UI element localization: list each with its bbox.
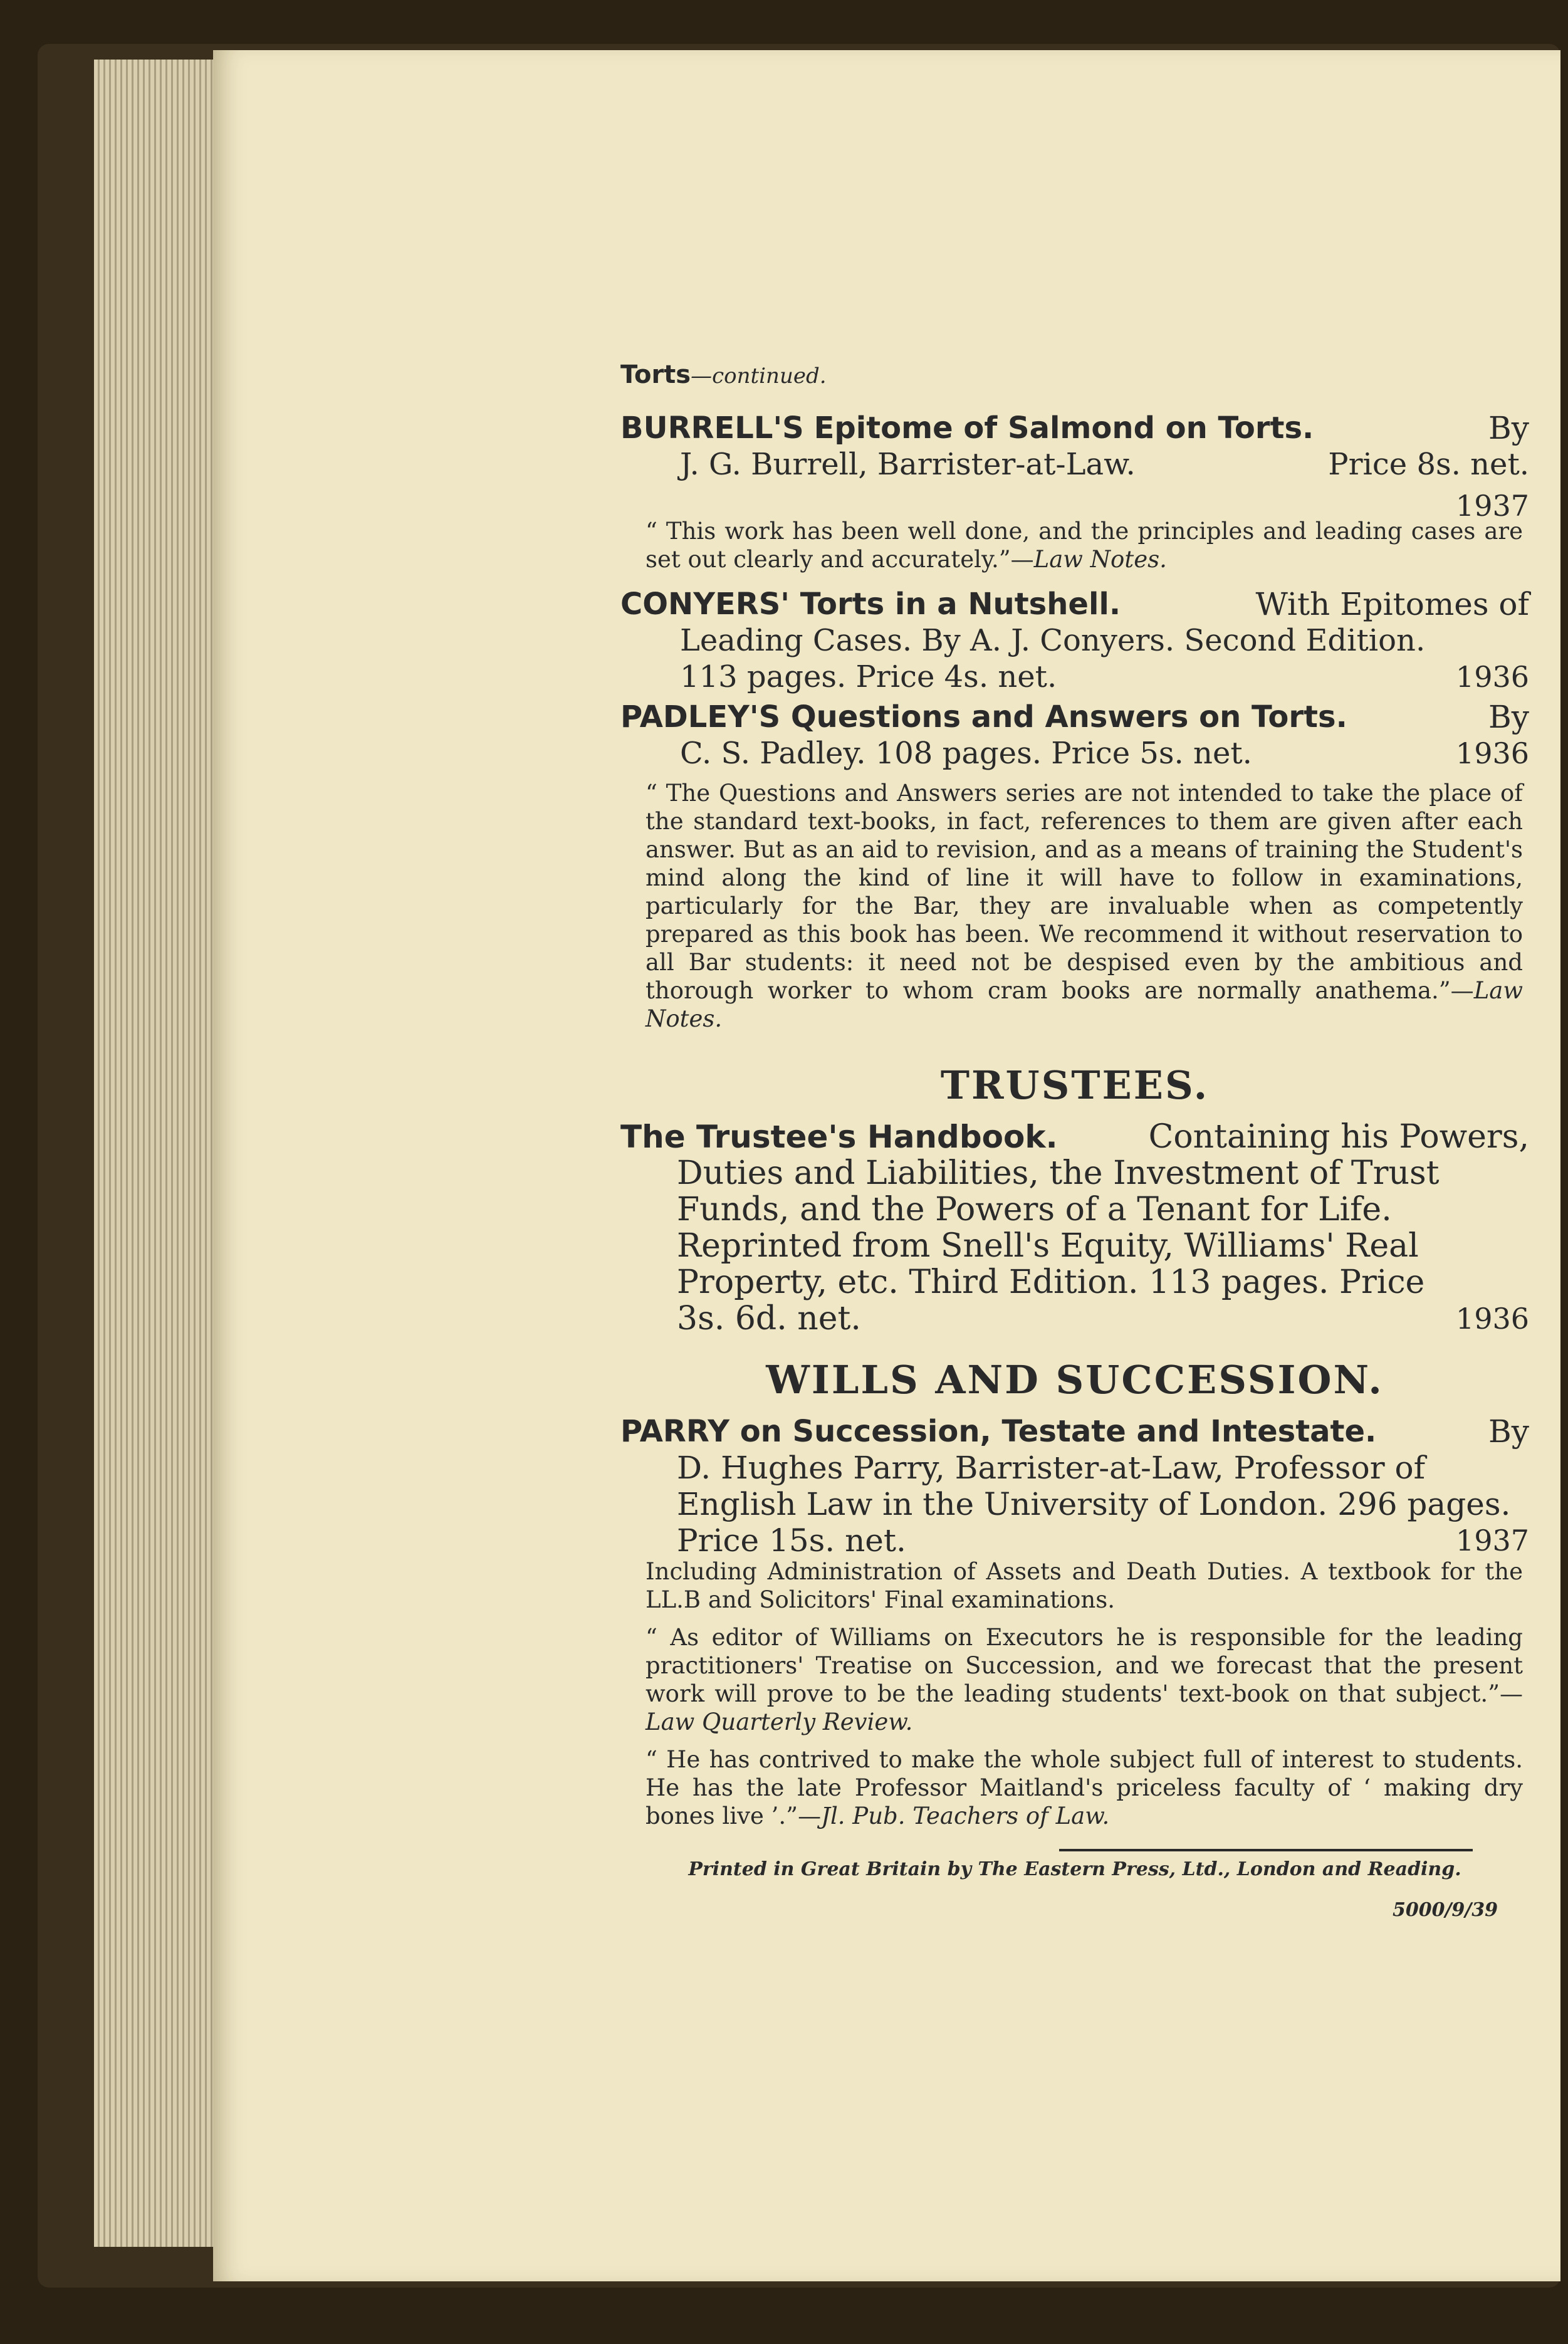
divider-rule [1059, 1849, 1473, 1851]
running-header: Torts—continued. [620, 360, 827, 389]
entry-burrell: BURRELL'S Epitome of Salmond on Torts. By J. G. Burrell, Barrister-at-Law. Price 8s. net. [620, 410, 1529, 482]
parry-review-jpt: “ He has contrived to make the whole subject full of interest to students. He has the late Professor Maitland's priceless faculty of ‘ making dry bones live ’.”—Jl. Pub. Teachers of Law. [645, 1746, 1523, 1829]
parry-note: Including Administration of Assets and Death Duties. A textbook for the LL.B and Solicitors' Final examinations. [645, 1558, 1523, 1613]
entry-parry-succession: PARRY on Succession, Testate and Intestate. By D. Hughes Parry, Barrister-at-Law, Professor of English Law in the University of London. 296 pages. Price 15s. net. 1937 [620, 1413, 1529, 1559]
print-code: 5000/9/39 [1392, 1899, 1498, 1921]
padley-review: “ The Questions and Answers series are not intended to take the place of the standard text-books, in fact, references to them are given after each answer. But as an aid to revision, and as a means of training the Student's mind along the kind of line it will have to follow in examinations, particularly for the Bar, they are invaluable when as competently prepared as this book has been. We recommend it without reservation to all Bar students: it need not be despised even by the ambitious and thorough worker to whom cram books are normally anathema.”—Law Notes. [645, 780, 1523, 1032]
entry-trustees-handbook: The Trustee's Handbook. Containing his Powers, Duties and Liabilities, the Investment of Trust Funds, and the Powers of a Tenant for Life. Reprinted from Snell's Equity, Williams' Real Property, etc. Third Edition. 113 pages. Price 3s. 6d. net. 1936 [620, 1118, 1529, 1337]
burrell-year: 1937 [1455, 489, 1529, 523]
entry-padley: PADLEY'S Questions and Answers on Torts. By C. S. Padley. 108 pages. Price 5s. net. 1936 [620, 699, 1529, 771]
page-edges [94, 60, 232, 2247]
printer-imprint: Printed in Great Britain by The Eastern Press, Ltd., London and Reading. [688, 1858, 1461, 1880]
section-heading-wills: WILLS AND SUCCESSION. [766, 1357, 1384, 1403]
section-heading-trustees: TRUSTEES. [940, 1062, 1210, 1108]
parry-review-lqr: “ As editor of Williams on Executors he is responsible for the leading practitioners' Treatise on Succession, and we forecast that the present work will prove to be the leading students' text-book on that subject.”—Law Quarterly Review. [645, 1624, 1523, 1735]
entry-conyers: CONYERS' Torts in a Nutshell. With Epitomes of Leading Cases. By A. J. Conyers. Second Edition. 113 pages. Price 4s. net. 1936 [620, 586, 1529, 694]
burrell-review: “ This work has been well done, and the principles and leading cases are set out clearly and accurately.”—Law Notes. [645, 518, 1523, 573]
